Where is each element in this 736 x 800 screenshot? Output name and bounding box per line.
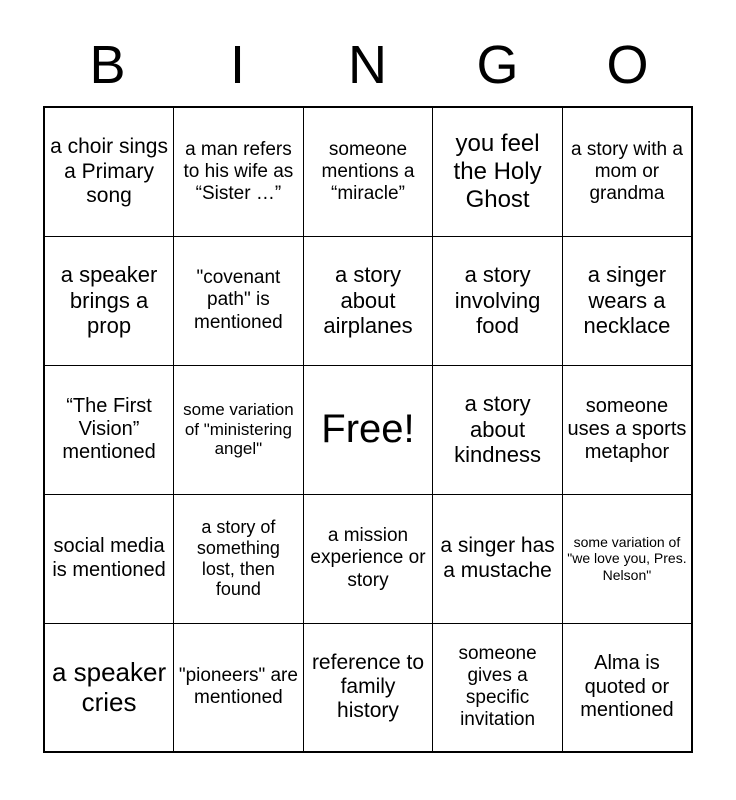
bingo-row bbox=[44, 494, 692, 623]
header-letter-b: B bbox=[89, 35, 127, 95]
bingo-cell[interactable]: someone mentions a “miracle” bbox=[303, 107, 433, 236]
bingo-cell-free[interactable]: Free! bbox=[303, 365, 433, 494]
bingo-cell[interactable]: "covenant path" is mentioned bbox=[174, 236, 304, 365]
bingo-cell[interactable]: “The First Vision” mentioned bbox=[44, 365, 174, 494]
bingo-cell[interactable]: a story with a mom or grandma bbox=[562, 107, 692, 236]
bingo-cell[interactable]: "pioneers" are mentioned bbox=[174, 623, 304, 752]
bingo-cell[interactable]: a speaker cries bbox=[44, 623, 174, 752]
bingo-cell[interactable]: Alma is quoted or mentioned bbox=[562, 623, 692, 752]
bingo-cell[interactable]: a story involving food bbox=[433, 236, 563, 365]
bingo-cell[interactable]: a singer wears a necklace bbox=[562, 236, 692, 365]
bingo-cell[interactable]: reference to family history bbox=[303, 623, 433, 752]
bingo-cell[interactable]: a story about airplanes bbox=[303, 236, 433, 365]
bingo-cell[interactable]: someone uses a sports metaphor bbox=[562, 365, 692, 494]
header-letter-n: N bbox=[348, 35, 388, 95]
bingo-cell[interactable]: a story of something lost, then found bbox=[174, 494, 304, 623]
bingo-grid bbox=[43, 106, 693, 753]
bingo-row bbox=[44, 236, 692, 365]
bingo-cell[interactable]: some variation of "we love you, Pres. Nelson" bbox=[562, 494, 692, 623]
bingo-header bbox=[43, 0, 693, 96]
bingo-cell[interactable]: a mission experience or story bbox=[303, 494, 433, 623]
header-letter-i: I bbox=[229, 35, 246, 95]
bingo-cell[interactable]: a singer has a mustache bbox=[433, 494, 563, 623]
bingo-cell[interactable]: a choir sings a Primary song bbox=[44, 107, 174, 236]
bingo-cell[interactable]: social media is mentioned bbox=[44, 494, 174, 623]
bingo-cell[interactable]: someone gives a specific invitation bbox=[433, 623, 563, 752]
bingo-cell[interactable]: a speaker brings a prop bbox=[44, 236, 174, 365]
bingo-cell[interactable]: some variation of "ministering angel" bbox=[174, 365, 304, 494]
bingo-row bbox=[44, 623, 692, 752]
bingo-cell[interactable]: you feel the Holy Ghost bbox=[433, 107, 563, 236]
header-letter-g: G bbox=[476, 35, 520, 95]
bingo-cell[interactable]: a story about kindness bbox=[433, 365, 563, 494]
bingo-row bbox=[44, 107, 692, 236]
header-letter-o: O bbox=[606, 35, 650, 95]
bingo-row bbox=[44, 365, 692, 494]
bingo-cell[interactable]: a man refers to his wife as “Sister …” bbox=[174, 107, 304, 236]
